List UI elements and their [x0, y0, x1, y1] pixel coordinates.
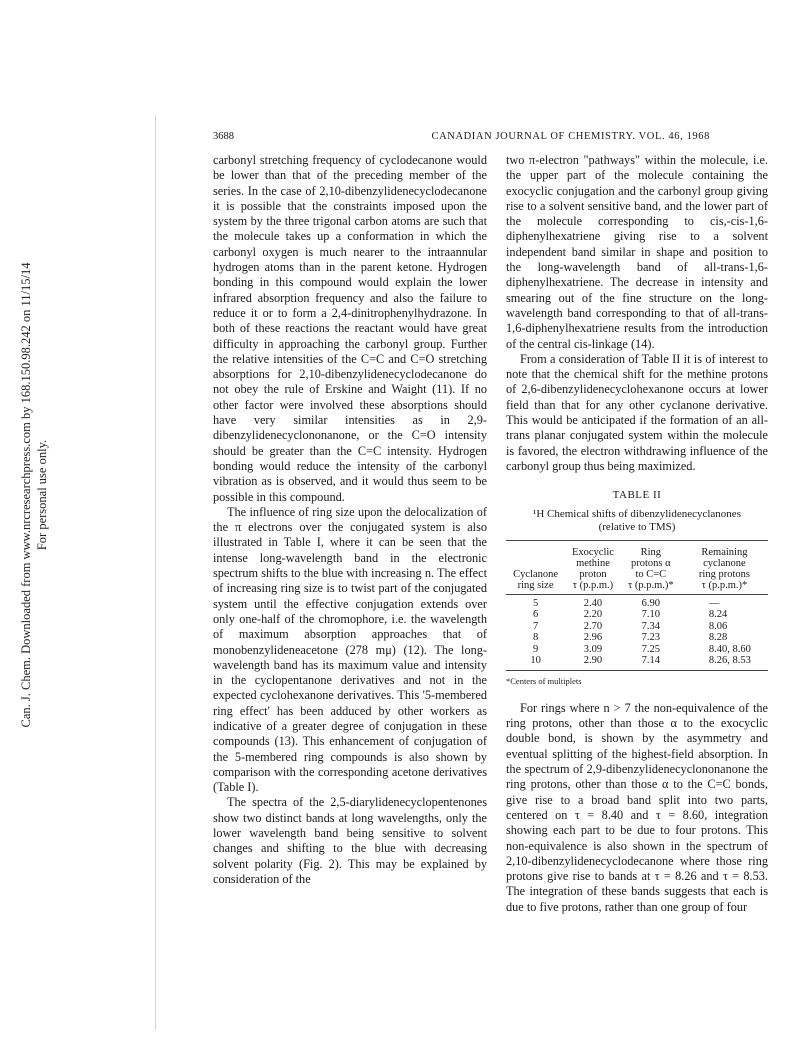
cell-ring-size: 8: [532, 632, 539, 644]
table-footnote: *Centers of multiplets: [506, 675, 582, 686]
cell-alpha: 7.25: [641, 643, 661, 655]
cell-remaining: 8.06: [708, 620, 728, 632]
running-header: [213, 131, 768, 147]
cell-ring-size: 6: [532, 609, 539, 621]
header-remaining-ring-protons: Remaining cyclanone ring protons τ (p.p.m.)*: [698, 546, 750, 591]
margin-note-line-2: For personal use only.: [35, 439, 49, 551]
left-paragraph-2: The influence of ring size upon the delocalization of the π electrons over the conjugated system is also illustrated in Table I, where it can be seen that the intense long-wavelength band in the electronic spectrum shifts to the blue with increasing n. The effect of increasing ring size is to twist part of the conjugated system until the effective conjugation extends over only one-half of the chromophore, i.e. the wavelength of maximum absorption approaches that of monobenzylideneacetone (278 mμ) (12). The long-wavelength band has its maximum value and intensity in the cyclopentanone derivatives and not in the expected cyclohexanone derivatives. This '5-membered ring effect' has been adduced by other workers as indicative of a greater degree of conjugation in these compounds (13). This enhancement of conjugation of the 5-membered ring compounds is also shown by comparison with the corresponding acetone derivatives (Table I).: [213, 504, 487, 795]
cell-remaining: 8.40, 8.60: [708, 643, 751, 655]
table-row: [506, 609, 768, 621]
right-paragraph-1: two π-electron "pathways" within the molecule, i.e. the upper part of the molecule containing the exocyclic conjugation and the carbonyl group giving rise to a solvent sensitive band, and the lower part of the molecule corresponding to cis,-cis-1,6-diphenylhexatriene giving rise to a solvent independent band similar in shape and position to the long-wavelength band of all-trans-1,6-diphenylhexatriene. The decrease in intensity and smearing out of the fine structure on the long-wavelength band corresponding to that of all-trans-1,6-diphenylhexatriene results from the introduction of the central cis-linkage (14).: [506, 153, 768, 351]
cell-remaining: 8.28: [708, 632, 728, 644]
cell-remaining: 8.24: [708, 609, 728, 621]
cell-remaining: 8.26, 8.53: [708, 655, 751, 667]
header-cyclanone-ring-size: Cyclanone ring size: [513, 568, 559, 591]
table-caption-line-2: (relative to TMS): [598, 520, 676, 533]
margin-note-line-1: Can. J. Chem. Downloaded from www.nrcresearchpress.com by 168.150.98.242 on 11/15/14: [19, 262, 33, 728]
page-number: 3688: [213, 131, 234, 142]
right-column: [506, 153, 768, 915]
table-ii: [506, 488, 768, 689]
scan-edge-line: [155, 115, 156, 1030]
cell-ring-size: 10: [530, 655, 541, 667]
left-column: [213, 153, 487, 887]
table-caption-line-1: ¹H Chemical shifts of dibenzylidenecyclanones: [533, 507, 741, 520]
running-title: CANADIAN JOURNAL OF CHEMISTRY. VOL. 46, 1968: [431, 131, 710, 142]
left-paragraph-1: carbonyl stretching frequency of cyclodecanone would be lower than that of the preceding member of the series. In the case of 2,10-dibenzylidenecyclodecanone it is possible that the constraints imposed upon the system by the three trigonal carbon atoms are such that the molecule takes up a conformation in which the carbonyl oxygen is much nearer to the intraannular hydrogen atoms than in the parent ketone. Hydrogen bonding in this compound would explain the lower infrared absorption frequency and also the failure to reduce it or to form a 2,4-dinitrophenylhydrazone. In both of these reactions the reactant would have great difficulty in approaching the carbonyl group. Further the relative intensities of the C=C and C=O stretching absorptions for 2,10-dibenzylidenecyclodecanone do not obey the rule of Erskine and Waight (11). If no other factor were involved these absorptions should have very similar intensities as in 2,9-dibenzylidenecyclononanone, or the C=O intensity should be greater than the C=C intensity. Hydrogen bonding would reduce the intensity of the carbonyl vibration as is observed, and it would thus seem to be possible in this compound.: [213, 153, 487, 504]
cell-alpha: 7.34: [641, 620, 661, 632]
table-row: [506, 594, 768, 609]
table-header-row: [506, 540, 768, 594]
left-paragraph-3: The spectra of the 2,5-diarylidenecyclopentenones show two distinct bands at long wavelengths, only the lower wavelength band being sensitive to solvent changes and shifting to the blue with decreasing solvent polarity (Fig. 2). This may be explained by consideration of the: [213, 795, 487, 886]
table-row: [506, 621, 768, 633]
right-paragraph-2: From a consideration of Table II it is of interest to note that the chemical shift for the methine protons of 2,6-dibenzylidenecyclohexanone occurs at lower field than that for any other cyclanone derivative. This would be anticipated if the formation of an all-trans planar conjugated system within the molecule is favored, the electron withdrawing influence of the carbonyl group thus being maximized.: [506, 351, 768, 473]
cell-alpha: 6.90: [641, 597, 661, 609]
cell-methine: 2.90: [583, 655, 603, 667]
table-row: [506, 655, 768, 670]
table-caption: [506, 508, 768, 534]
cell-methine: 3.09: [583, 643, 603, 655]
cell-methine: 2.70: [583, 620, 603, 632]
header-ring-protons-alpha: Ring protons α to C=C τ (p.p.m.)*: [628, 546, 674, 591]
table-title: TABLE II: [612, 489, 662, 502]
table-row: [506, 644, 768, 656]
right-paragraph-3: For rings where n > 7 the non-equivalence of the ring protons, other than those α to the exocyclic double bond, is shown by the asymmetry and eventual splitting of the highest-field absorption. In the spectrum of 2,9-dibenzylidenecyclononanone the ring protons, other than those α to the C=C bonds, give rise to a broad band split into two parts, centered on τ = 8.40 and τ = 8.60, integration showing each part to be due to four protons. This non-equivalence is also shown in the spectrum of 2,10-dibenzylidenecyclodecanone where those ring protons give rise to bands at τ = 8.26 and τ = 8.53. The integration of these bands suggests that each is due to five protons, rather than one group of four: [506, 700, 768, 914]
cell-ring-size: 9: [532, 643, 539, 655]
table-row: [506, 632, 768, 644]
download-margin-note: [18, 145, 50, 845]
cell-methine: 2.40: [583, 597, 603, 609]
header-methine-proton: Exocyclic methine proton τ (p.p.m.): [571, 546, 614, 591]
cell-methine: 2.20: [583, 609, 603, 621]
shifts-table: [506, 540, 768, 671]
cell-ring-size: 5: [532, 597, 539, 609]
cell-alpha: 7.23: [641, 632, 661, 644]
cell-alpha: 7.14: [641, 655, 661, 667]
cell-alpha: 7.10: [641, 609, 661, 621]
cell-remaining: —: [708, 597, 720, 609]
cell-methine: 2.96: [583, 632, 603, 644]
cell-ring-size: 7: [532, 620, 539, 632]
